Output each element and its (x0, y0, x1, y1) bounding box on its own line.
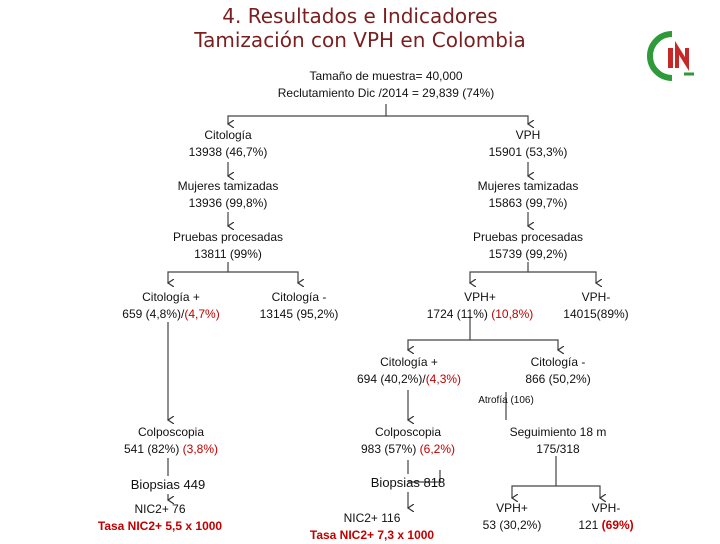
follow-up-hpv-positive-label: VPH+ (496, 501, 528, 515)
cytology-value: 13938 (46,7%) (188, 145, 268, 159)
hpv-processed-label: Pruebas procesadas (472, 230, 584, 244)
cytology-negative-value: 13145 (95,2%) (259, 307, 339, 321)
hpv-screened (448, 178, 608, 212)
hpv-positive-value: 1724 (11%) (10,8%) (426, 307, 534, 321)
right-colposcopy-value: 983 (57%) (6,2%) (360, 442, 456, 456)
hpv-cytology-negative-value: 866 (50,2%) (525, 372, 591, 386)
cytology-title: Citología (204, 128, 252, 142)
right-colposcopy-value-red: (6,2%) (419, 442, 456, 456)
right-cin-label: NIC2+ 116 (343, 511, 401, 525)
cytology-processed-value: 13811 (99%) (194, 247, 262, 261)
atrophy-note: Atrofía (106) (478, 395, 534, 406)
cytology-positive (106, 289, 236, 323)
hpv-processed (448, 229, 608, 263)
cytology-processed (148, 229, 308, 263)
cytology-screened-value: 13936 (99,8%) (188, 196, 268, 210)
right-cin (284, 510, 460, 544)
right-biopsy: Biopsias 818 (370, 475, 446, 490)
hpv-title: VPH (515, 128, 541, 142)
right-cin-rate: Tasa NIC2+ 7,3 x 1000 (309, 528, 435, 542)
hpv-cytology-negative (508, 354, 608, 388)
hpv-cytology-negative-label: Citología - (530, 355, 586, 369)
cytology-positive-value-red: (4,7%) (184, 307, 220, 321)
left-colposcopy-label: Colposcopia (137, 425, 205, 439)
hpv-screened-label: Mujeres tamizadas (477, 179, 579, 193)
title-line-1: 4. Resultados e Indicadores (222, 4, 498, 28)
left-cin-label: NIC2+ 76 (134, 502, 186, 516)
recruitment: Reclutamiento Dic /2014 = 29,839 (74%) (277, 86, 495, 100)
cytology-negative-label: Citología - (271, 290, 327, 304)
hpv-positive-label: VPH+ (464, 290, 496, 304)
right-colposcopy-label: Colposcopia (374, 425, 442, 439)
follow-up (496, 424, 620, 458)
follow-up-value: 175/318 (536, 442, 580, 456)
follow-up-label: Seguimiento 18 m (509, 425, 607, 439)
hpv-positive-value-red: (10,8%) (491, 307, 534, 321)
follow-up-hpv-negative (566, 500, 646, 534)
title-line-2: Tamización con VPH en Colombia (194, 28, 526, 52)
cytology-positive-label: Citología + (142, 290, 200, 304)
hpv-cytology-positive-value-red: (4,3%) (425, 372, 462, 386)
hpv-cytology-positive-value: 694 (40,2%)/(4,3%) (356, 372, 462, 386)
hpv-negative (556, 289, 636, 323)
cytology-screened-label: Mujeres tamizadas (177, 179, 279, 193)
hpv-cytology-positive (344, 354, 474, 388)
left-biopsy: Biopsias 449 (130, 477, 206, 492)
sample-size-box (236, 68, 536, 102)
hpv-value: 15901 (53,3%) (488, 145, 568, 159)
left-colposcopy-value-red: (3,8%) (182, 442, 219, 456)
follow-up-hpv-positive (472, 500, 552, 534)
cytology-screened (148, 178, 308, 212)
sample-size: Tamaño de muestra= 40,000 (309, 69, 463, 83)
left-cin (60, 501, 260, 535)
left-colposcopy-value: 541 (82%) (3,8%) (123, 442, 219, 456)
cytology-branch (148, 127, 308, 161)
hpv-branch (448, 127, 608, 161)
hpv-screened-value: 15863 (99,7%) (488, 196, 568, 210)
hpv-positive (410, 289, 550, 323)
follow-up-hpv-negative-label: VPH- (591, 501, 621, 515)
follow-up-hpv-negative-value: 121 (69%) (578, 518, 634, 532)
hpv-negative-value: 14015(89%) (563, 307, 629, 321)
cytology-positive-value: 659 (4,8%)/(4,7%) (122, 307, 220, 321)
cytology-processed-label: Pruebas procesadas (172, 230, 284, 244)
left-cin-rate: Tasa NIC2+ 5,5 x 1000 (97, 519, 223, 533)
right-colposcopy (348, 424, 468, 458)
follow-up-hpv-negative-value-red: (69%) (601, 518, 634, 532)
follow-up-hpv-positive-value: 53 (30,2%) (482, 518, 542, 532)
hpv-negative-label: VPH- (581, 290, 611, 304)
hpv-cytology-positive-label: Citología + (380, 355, 438, 369)
left-colposcopy (106, 424, 236, 458)
hpv-processed-value: 15739 (99,2%) (488, 247, 568, 261)
cytology-negative (244, 289, 354, 323)
